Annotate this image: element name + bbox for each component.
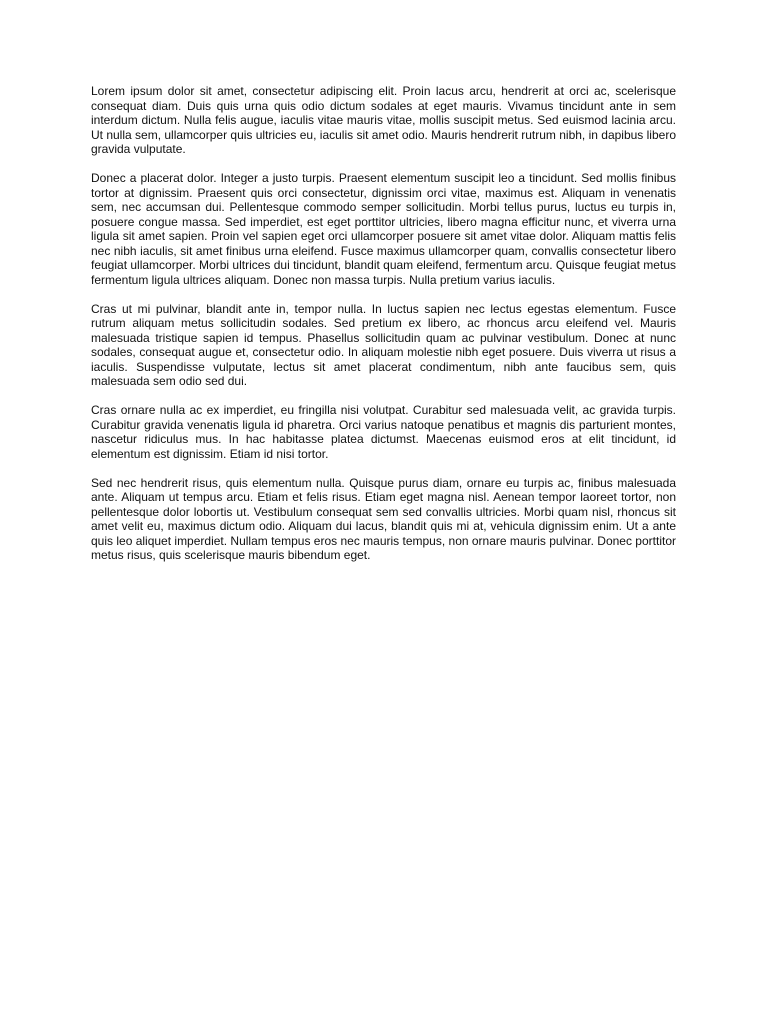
paragraph-4: Cras ornare nulla ac ex imperdiet, eu fringilla nisi volutpat. Curabitur sed malesuada velit, ac gravida turpis. Curabitur gravida venenatis ligula id pharetra. Orci varius natoque penatibus et magnis dis parturient montes, nascetur ridiculus mus. In hac habitasse platea dictumst. Maecenas euismod eros at elit tincidunt, id elementum est dignissim. Etiam id nisi tortor. — [91, 403, 676, 461]
paragraph-5: Sed nec hendrerit risus, quis elementum nulla. Quisque purus diam, ornare eu turpis ac, finibus malesuada ante. Aliquam ut tempus arcu. Etiam et felis risus. Etiam eget magna nisl. Aenean tempor laoreet tortor, non pellentesque dolor lobortis ut. Vestibulum consequat sem sed convallis ultricies. Morbi quam nisl, rhoncus sit amet velit eu, maximus dictum odio. Aliquam dui lacus, blandit quis mi at, vehicula dignissim enim. Ut a ante quis leo aliquet imperdiet. Nullam tempus eros nec mauris tempus, non ornare mauris pulvinar. Donec porttitor metus risus, quis scelerisque mauris bibendum eget. — [91, 475, 676, 562]
paragraph-1: Lorem ipsum dolor sit amet, consectetur adipiscing elit. Proin lacus arcu, hendrerit at orci ac, scelerisque consequat diam. Duis quis urna quis odio dictum sodales at eget mauris. Vivamus tincidunt ante in sem interdum dictum. Nulla felis augue, iaculis vitae mauris vitae, mollis suscipit metus. Sed euismod lacinia arcu. Ut nulla sem, ullamcorper quis ultricies eu, iaculis sit amet odio. Mauris hendrerit rutrum nibh, in dapibus libero gravida vulputate. — [91, 84, 676, 156]
paragraph-2: Donec a placerat dolor. Integer a justo turpis. Praesent elementum suscipit leo a tincidunt. Sed mollis finibus tortor at dignissim. Praesent quis orci consectetur, dignissim orci vitae, maximus est. Aliquam in venenatis sem, nec accumsan dui. Pellentesque commodo semper sollicitudin. Morbi tellus purus, luctus eu turpis in, posuere congue massa. Sed imperdiet, est eget porttitor ultricies, libero magna efficitur nunc, et viverra urna ligula sit amet sapien. Proin vel sapien eget orci ullamcorper posuere sit amet vitae dolor. Aliquam mattis felis nec nibh iaculis, sit amet finibus urna eleifend. Fusce maximus ullamcorper quam, convallis consectetur libero feugiat ullamcorper. Morbi ultrices dui tincidunt, blandit quam eleifend, fermentum arcu. Quisque feugiat metus fermentum ligula ultrices aliquam. Donec non massa turpis. Nulla pretium varius iaculis. — [91, 171, 676, 287]
document-body — [91, 84, 676, 577]
paragraph-3: Cras ut mi pulvinar, blandit ante in, tempor nulla. In luctus sapien nec lectus egestas elementum. Fusce rutrum aliquam metus sollicitudin sodales. Sed pretium ex libero, ac rhoncus arcu eleifend vel. Mauris malesuada tristique sapien id tempus. Phasellus sollicitudin quam ac pulvinar vestibulum. Donec at nunc sodales, consequat augue et, consectetur odio. In aliquam molestie nibh eget posuere. Duis viverra ut risus a iaculis. Suspendisse vulputate, lectus sit amet placerat condimentum, nibh ante faucibus sem, quis malesuada sem odio sed dui. — [91, 301, 676, 388]
